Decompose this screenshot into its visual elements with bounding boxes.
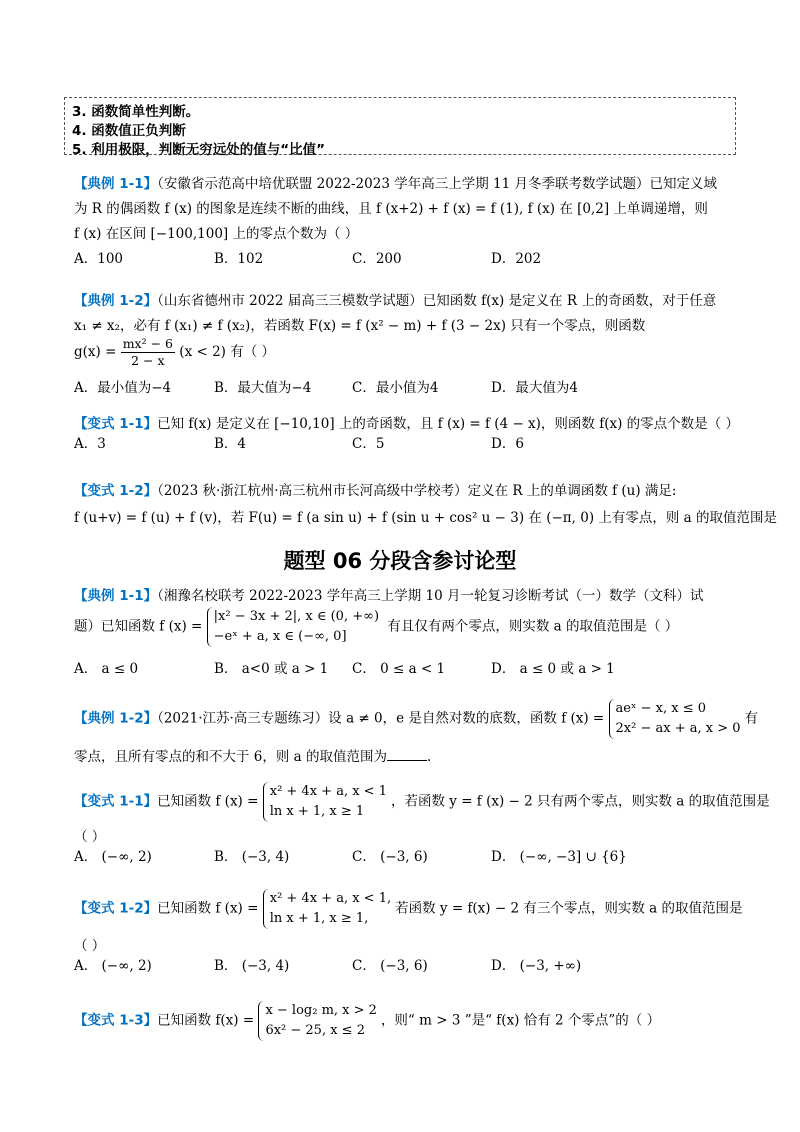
q8-line1 [74, 889, 742, 929]
q6-line2 [74, 745, 431, 765]
q7-case1: x² + 4x + a, x < 1 [269, 784, 387, 799]
q6-line1-mid: 设 a ≠ 0，e 是自然对数的底数，函数 f (x) = [328, 710, 605, 727]
tip-5: 5. 利用极限，判断无穷远处的值与“比值” [72, 142, 325, 158]
q8-case2: ln x + 1, x ≥ 1, [269, 911, 369, 926]
q1-tag: 【典例 1-1】 [74, 176, 158, 192]
q8-line1-pre: 已知函数 f (x) = [157, 900, 259, 917]
q7-case2: ln x + 1, x ≥ 1 [269, 804, 365, 819]
q5-line2-pre: 题）已知函数 f (x) = [74, 618, 203, 635]
q9-piecewise [258, 1001, 377, 1041]
q1-option-c[interactable]: C．200 [352, 251, 402, 267]
q9-line1-post: ，则“ m > 3 ”是“ f(x) 恰有 2 个零点”的（ ） [380, 1012, 661, 1029]
tip-3: 3. 函数简单性判断。 [72, 104, 200, 120]
q2-option-a[interactable]: A．最小值为−4 [74, 380, 172, 396]
q1-option-d[interactable]: D．202 [491, 251, 542, 267]
q5-option-c[interactable]: C． 0 ≤ a < 1 [352, 661, 446, 677]
q6-answer-blank[interactable] [387, 748, 427, 761]
q1-line3: f (x) 在区间 [−100,100] 上的零点个数为（ ） [74, 226, 359, 242]
q3-option-d[interactable]: D．6 [491, 436, 524, 452]
q2-line3 [74, 336, 275, 369]
q4-line2: f (u+v) = f (u) + f (v)，若 F(u) = f (a sin u) + f (sin u + cos² u − 3) 在 (−π, 0) 上有零点，则 a 的取值范围是 [74, 510, 778, 526]
q6-line1 [74, 699, 758, 739]
q5-option-d[interactable]: D． a ≤ 0 或 a > 1 [491, 661, 615, 677]
q7-piecewise [263, 782, 387, 822]
q4-tag: 【变式 1-2】 [74, 483, 158, 499]
q6-line1-end: 有 [744, 710, 759, 727]
q2-line1 [74, 289, 716, 309]
q2-source: （山东省德州市 2022 届高三三模数学试题） [157, 293, 423, 309]
q4-line1 [74, 479, 676, 499]
q4-line1-end: 定义在 R 上的单调函数 f (u) 满足: [467, 483, 677, 499]
q3-option-a[interactable]: A．3 [74, 436, 106, 452]
q9-tag: 【变式 1-3】 [74, 1012, 158, 1029]
q1-source: （安徽省示范高中培优联盟 2022-2023 学年高三上学期 11 月冬季联考数学试题） [157, 176, 650, 192]
q7-option-d[interactable]: D． (−∞, −3] ∪ {6} [491, 849, 627, 865]
q8-case1: x² + 4x + a, x < 1, [269, 891, 392, 906]
q3-tag: 【变式 1-1】 [74, 416, 158, 432]
q5-line2-post: 有且仅有两个零点，则实数 a 的取值范围是（ ） [387, 618, 679, 635]
q9-line1-pre: 已知函数 f(x) = [157, 1012, 255, 1029]
q7-line2: （ ） [74, 829, 106, 845]
q1-option-b[interactable]: B．102 [214, 251, 264, 267]
q8-option-a[interactable]: A． (−∞, 2) [74, 958, 152, 974]
q6-line2-text: 零点，且所有零点的和不大于 6，则 a 的取值范围为 [74, 749, 388, 765]
q3-line1 [74, 412, 739, 432]
q2-line2: x₁ ≠ x₂，必有 f (x₁) ≠ f (x₂)，若函数 F(x) = f (x² − m) + f (3 − 2x) 只有一个零点，则函数 [74, 318, 646, 334]
q9-line1 [74, 1001, 660, 1041]
q5-line2 [74, 607, 678, 647]
q6-piecewise [609, 699, 741, 739]
q2-line3-post: (x < 2) 有（ ） [179, 344, 276, 360]
q7-option-a[interactable]: A． (−∞, 2) [74, 849, 152, 865]
q1-line1 [74, 172, 717, 192]
q8-option-d[interactable]: D． (−3, +∞) [491, 958, 582, 974]
q1-option-a[interactable]: A．100 [74, 251, 124, 267]
q9-case2: 6x² − 25, x ≤ 2 [265, 1023, 365, 1038]
q1-line1-end: 已知定义域 [649, 176, 717, 192]
section-title: 题型 06 分段含参讨论型 [283, 549, 517, 573]
q4-source: （2023 秋·浙江杭州·高三杭州市长河高级中学校考） [157, 483, 468, 499]
q5-tag: 【典例 1-1】 [74, 588, 158, 604]
q7-line1 [74, 782, 770, 822]
q2-tag: 【典例 1-2】 [74, 293, 158, 309]
q7-option-b[interactable]: B． (−3, 4) [214, 849, 290, 865]
q2-option-c[interactable]: C．最小值为4 [352, 380, 439, 396]
q3-option-b[interactable]: B．4 [214, 436, 247, 452]
q3-option-c[interactable]: C．5 [352, 436, 385, 452]
q6-case2: 2x² − ax + a, x > 0 [615, 721, 741, 736]
q2-frac-den: 2 − x [131, 353, 165, 368]
q9-case1: x − log₂ m, x > 2 [265, 1003, 377, 1018]
q5-line1 [74, 584, 703, 604]
q5-case2: −eˣ + a, x ∈ (−∞, 0] [213, 629, 347, 644]
q8-line1-post: 若函数 y = f(x) − 2 有三个零点，则实数 a 的取值范围是 [395, 900, 743, 917]
q3-text: 已知 f(x) 是定义在 [−10,10] 上的奇函数，且 f (x) = f (4 − x)，则函数 f(x) 的零点个数是（ ） [157, 416, 739, 432]
q8-piecewise [263, 889, 391, 929]
q2-option-b[interactable]: B．最大值为−4 [214, 380, 312, 396]
q6-source: （2021·江苏·高三专题练习） [157, 710, 329, 727]
q2-option-d[interactable]: D．最大值为4 [491, 380, 578, 396]
q8-tag: 【变式 1-2】 [74, 900, 158, 917]
q6-line2-end: . [427, 749, 432, 765]
q7-tag: 【变式 1-1】 [74, 793, 158, 810]
q2-g-label: g(x) = [74, 344, 117, 360]
q7-option-c[interactable]: C． (−3, 6) [352, 849, 428, 865]
q8-option-b[interactable]: B． (−3, 4) [214, 958, 290, 974]
q8-line2: （ ） [74, 938, 106, 954]
q5-option-a[interactable]: A． a ≤ 0 [74, 661, 139, 677]
q2-fraction [121, 336, 175, 369]
tip-4: 4. 函数值正负判断 [72, 123, 186, 139]
q5-piecewise [207, 607, 379, 647]
q5-option-b[interactable]: B． a<0 或 a > 1 [214, 661, 329, 677]
q6-tag: 【典例 1-2】 [74, 710, 158, 727]
q7-line1-post: ，若函数 y = f (x) − 2 只有两个零点，则实数 a 的取值范围是 [390, 793, 770, 810]
q1-line2: 为 R 的偶函数 f (x) 的图象是连续不断的曲线，且 f (x+2) + f (x) = f (1), f (x) 在 [0,2] 上单调递增，则 [74, 201, 708, 217]
q8-option-c[interactable]: C． (−3, 6) [352, 958, 428, 974]
q5-source: （湘豫名校联考 2022-2023 学年高三上学期 10 月一轮复习诊断考试（一）数学（文科）试 [157, 588, 704, 604]
q2-frac-num: mx² − 6 [122, 336, 173, 351]
q7-line1-pre: 已知函数 f (x) = [157, 793, 259, 810]
q5-case1: |x² − 3x + 2|, x ∈ (0, +∞) [213, 609, 380, 624]
q6-case1: aeˣ − x, x ≤ 0 [615, 701, 706, 716]
q2-line1-end: 已知函数 f(x) 是定义在 R 上的奇函数，对于任意 [422, 293, 717, 309]
